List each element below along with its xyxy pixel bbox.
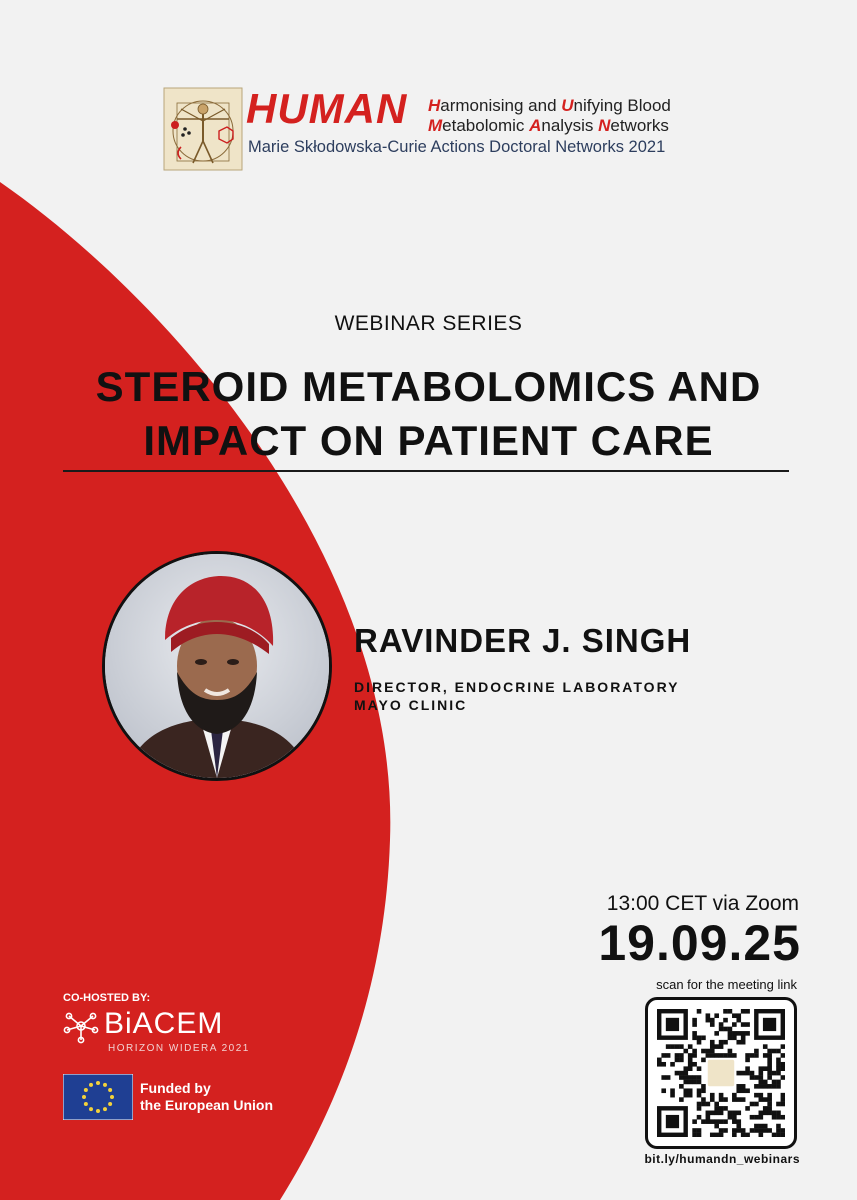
speaker-photo [102, 551, 332, 781]
eu-star [89, 1107, 93, 1111]
logo-tagline-line1 [428, 97, 671, 114]
eu-star [84, 1102, 88, 1106]
qr-code-icon[interactable] [657, 1009, 785, 1137]
cohost-name: BiACEM [104, 1007, 224, 1040]
speaker-role-line2: MAYO CLINIC [354, 697, 468, 713]
funding-line2: the European Union [140, 1097, 273, 1113]
speaker-portrait-icon [105, 554, 329, 778]
vitruvian-molecule-icon [163, 87, 243, 171]
logo-wordmark: HUMAN [246, 85, 408, 132]
eu-star [103, 1107, 107, 1111]
title-divider [63, 470, 789, 472]
tagline-segment: etworks [610, 116, 669, 135]
event-date: 19.09.25 [598, 915, 801, 971]
event-time: 13:00 CET via Zoom [606, 892, 799, 915]
tagline-segment: U [561, 96, 574, 115]
webinar-title [30, 360, 827, 468]
tagline-segment: nifying Blood [573, 96, 671, 115]
tagline-segment: armonising and [440, 96, 562, 115]
tagline-segment: H [428, 96, 441, 115]
meeting-short-link[interactable]: bit.ly/humandn_webinars [644, 1152, 800, 1166]
eu-star [89, 1083, 93, 1087]
eu-star [96, 1081, 100, 1085]
logo-subtitle: Marie Skłodowska-Curie Actions Doctoral Networks 2021 [248, 138, 666, 156]
title-line-2: IMPACT ON PATIENT CARE [143, 417, 714, 464]
tagline-segment: A [529, 116, 542, 135]
eu-star [96, 1109, 100, 1113]
cohost-label: CO-HOSTED BY: [63, 992, 151, 1004]
speaker-role [354, 678, 680, 714]
tagline-segment: etabolomic [442, 116, 530, 135]
funding-statement [140, 1080, 273, 1114]
speaker-name: RAVINDER J. SINGH [354, 622, 692, 659]
eu-flag-icon [63, 1074, 133, 1120]
eu-star [108, 1102, 112, 1106]
title-line-1: STEROID METABOLOMICS AND [95, 363, 762, 410]
tagline-segment: M [428, 116, 443, 135]
series-label: WEBINAR SERIES [334, 312, 523, 335]
eu-star [103, 1083, 107, 1087]
logo-tagline-line2 [428, 117, 669, 134]
network-nodes-icon [63, 1008, 99, 1044]
eu-star [84, 1088, 88, 1092]
qr-code-frame[interactable] [645, 997, 797, 1149]
tagline-segment: nalysis [541, 116, 599, 135]
tagline-segment: N [598, 116, 611, 135]
funding-line1: Funded by [140, 1080, 211, 1096]
eu-star [108, 1088, 112, 1092]
speaker-role-line1: DIRECTOR, ENDOCRINE LABORATORY [354, 679, 680, 695]
qr-caption: scan for the meeting link [656, 977, 797, 992]
eu-star [110, 1095, 114, 1099]
cohost-program: HORIZON WIDERA 2021 [108, 1043, 250, 1054]
eu-star [82, 1095, 86, 1099]
